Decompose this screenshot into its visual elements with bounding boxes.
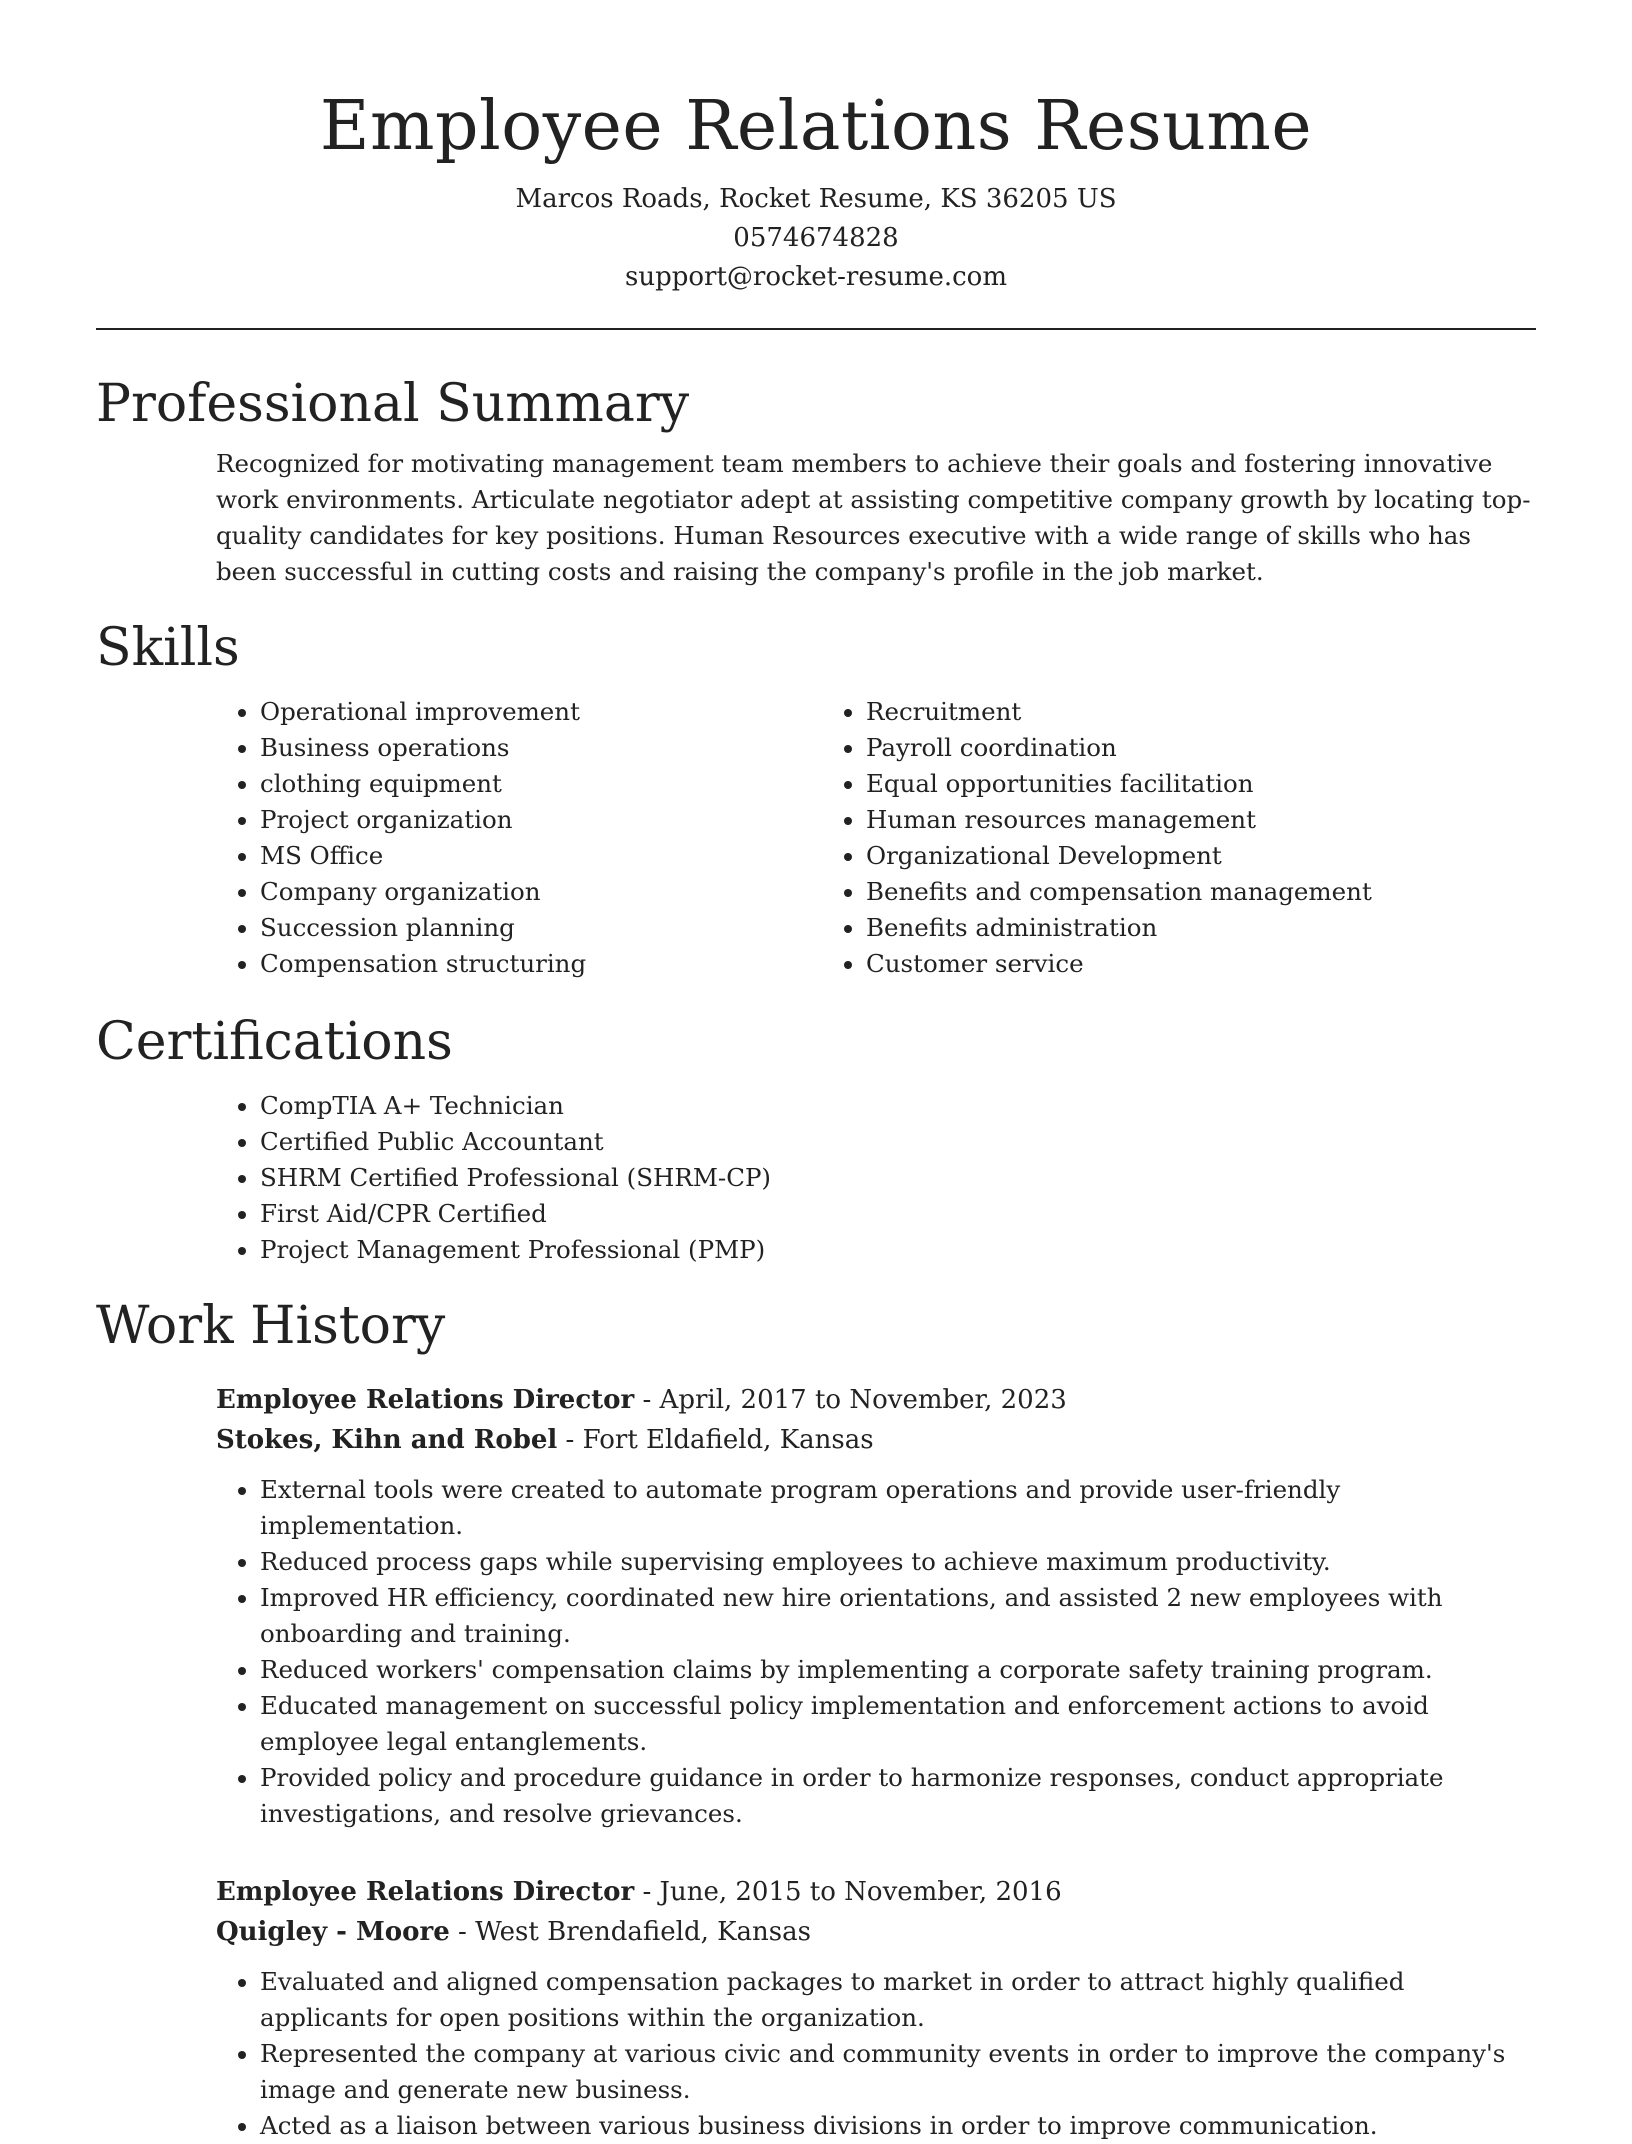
certification-item: • First Aid/CPR Certified (260, 1196, 1536, 1232)
job-duty: • Provided policy and procedure guidance in order to harmonize responses, conduct appropriate investigations, and resolve grievances. (260, 1760, 1536, 1832)
skill-item: • Business operations (260, 730, 822, 766)
skill-item: • clothing equipment (260, 766, 822, 802)
job-duties-list (216, 1964, 1536, 2144)
job-duty: • Evaluated and aligned compensation packages to market in order to attract highly qualified applicants for open positions within the organization. (260, 1964, 1536, 2036)
job-company-line: Quigley - Moore - West Brendafield, Kansas (216, 1917, 811, 1947)
skills-left-list (216, 694, 822, 982)
job-duty: • Reduced process gaps while supervising employees to achieve maximum productivity. (260, 1544, 1536, 1580)
skill-item: • Company organization (260, 874, 822, 910)
skills-right-list (822, 694, 1428, 982)
job-duty: • Reduced workers' compensation claims by implementing a corporate safety training program. (260, 1652, 1536, 1688)
summary-text: Recognized for motivating management team members to achieve their goals and fostering innovative work environments. Articulate negotiator adept at assisting competitive company growth by locating top-quality candidates for key positions. Human Resources executive with a wide range of skills who has been successful in cutting costs and raising the company's profile in the job market. (216, 449, 1531, 586)
skills-section (216, 694, 1536, 982)
job-title-line: Employee Relations Director - April, 2017 to November, 2023 (216, 1385, 1067, 1415)
skill-item: • Payroll coordination (866, 730, 1428, 766)
skill-item: • Equal opportunities facilitation (866, 766, 1428, 802)
job-role: Employee Relations Director (216, 1877, 635, 1907)
skills-heading: Skills (96, 618, 240, 678)
phone: 0574674828 (733, 223, 899, 253)
skill-item: • Human resources management (866, 802, 1428, 838)
certifications-heading: Certifications (96, 1012, 453, 1072)
job-dates: April, 2017 to November, 2023 (659, 1385, 1067, 1415)
job-duties-list (216, 1472, 1536, 1832)
skill-item: • Organizational Development (866, 838, 1428, 874)
work-history-heading: Work History (96, 1296, 446, 1356)
job-duty: • Acted as a liaison between various business divisions in order to improve communication. (260, 2108, 1536, 2144)
skill-item: • MS Office (260, 838, 822, 874)
skill-item: • Benefits administration (866, 910, 1428, 946)
job-entry (216, 1380, 1536, 1832)
skill-item: • Recruitment (866, 694, 1428, 730)
skill-item: • Succession planning (260, 910, 822, 946)
address: Marcos Roads, Rocket Resume, KS 36205 US (515, 184, 1117, 214)
job-duty: • Educated management on successful policy implementation and enforcement actions to avoid employee legal entanglements. (260, 1688, 1536, 1760)
header-divider (96, 328, 1536, 330)
skill-item: • Compensation structuring (260, 946, 822, 982)
email: support@rocket-resume.com (624, 262, 1007, 292)
job-location: Fort Eldafield, Kansas (582, 1425, 874, 1455)
skill-item: • Operational improvement (260, 694, 822, 730)
resume-title: Employee Relations Resume (319, 87, 1313, 166)
job-dates: June, 2015 to November, 2016 (659, 1877, 1062, 1907)
certification-item: • CompTIA A+ Technician (260, 1088, 1536, 1124)
skill-item: • Project organization (260, 802, 822, 838)
job-company: Stokes, Kihn and Robel (216, 1425, 558, 1455)
job-duty: • External tools were created to automate program operations and provide user-friendly implementation. (260, 1472, 1536, 1544)
certifications-section (216, 1088, 1536, 1268)
certification-item: • Certified Public Accountant (260, 1124, 1536, 1160)
skill-item: • Benefits and compensation management (866, 874, 1428, 910)
summary-heading: Professional Summary (96, 374, 690, 434)
job-company-line: Stokes, Kihn and Robel - Fort Eldafield, Kansas (216, 1425, 874, 1455)
contact-info (96, 180, 1536, 297)
resume-header (96, 0, 1536, 297)
job-title-line: Employee Relations Director - June, 2015 to November, 2016 (216, 1877, 1062, 1907)
certification-item: • Project Management Professional (PMP) (260, 1232, 1536, 1268)
job-location: West Brendafield, Kansas (475, 1917, 811, 1947)
job-duty: • Represented the company at various civic and community events in order to improve the company's image and generate new business. (260, 2036, 1536, 2108)
job-duty: • Improved HR efficiency, coordinated new hire orientations, and assisted 2 new employees with onboarding and training. (260, 1580, 1536, 1652)
job-entry (216, 1872, 1536, 2144)
job-role: Employee Relations Director (216, 1385, 635, 1415)
job-company: Quigley - Moore (216, 1917, 450, 1947)
certifications-list (216, 1088, 1536, 1268)
certification-item: • SHRM Certified Professional (SHRM-CP) (260, 1160, 1536, 1196)
skill-item: • Customer service (866, 946, 1428, 982)
